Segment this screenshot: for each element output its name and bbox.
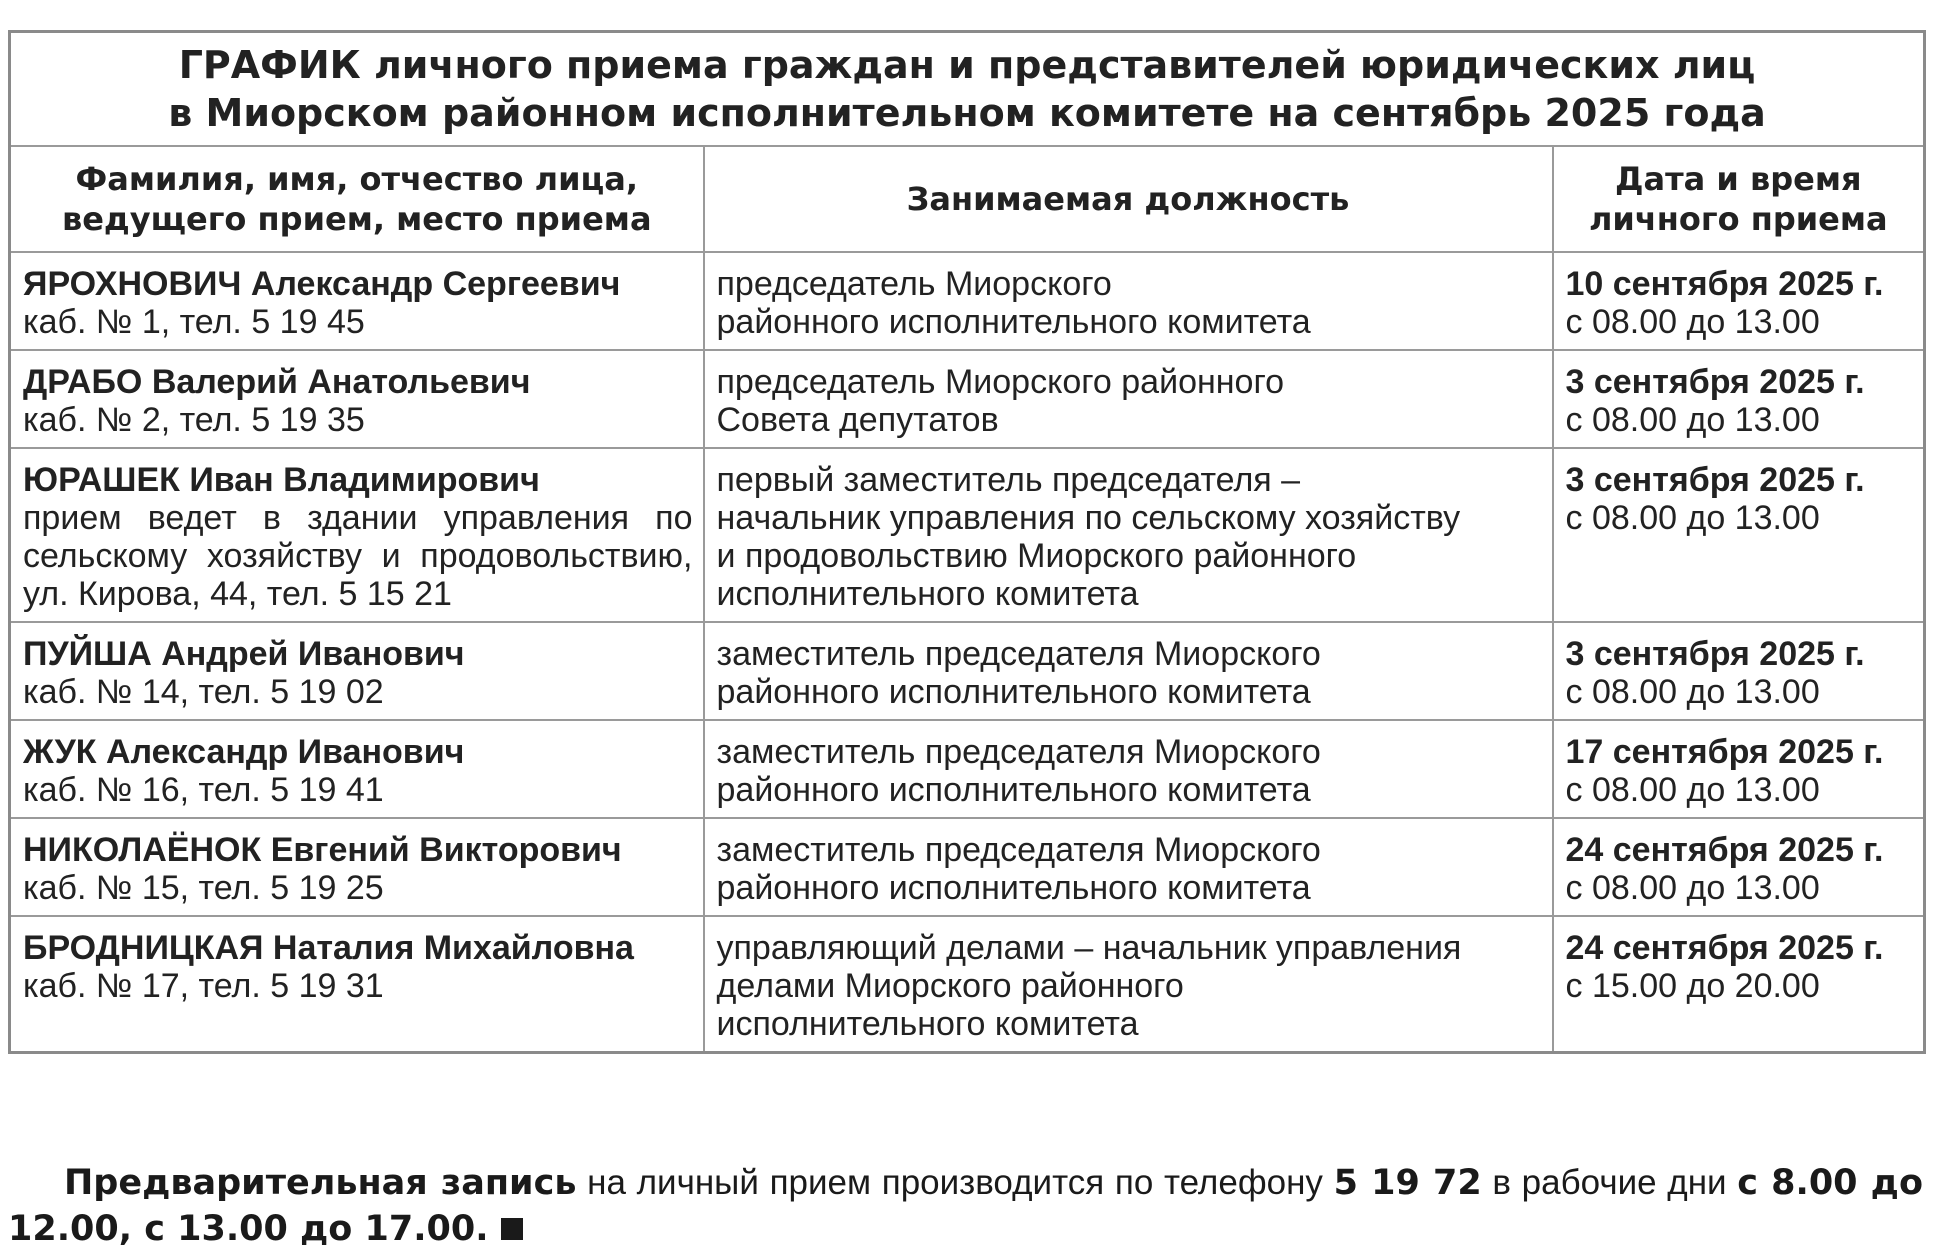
- official-surname: НИКОЛАЁНОК: [23, 831, 262, 869]
- footer-hours: с 8.00 до 12.00, с 13.00 до 17.00.: [8, 1163, 1923, 1249]
- official-given-name: Евгений Викторович: [270, 831, 622, 869]
- official-cell: [10, 818, 704, 916]
- official-cell: [10, 720, 704, 818]
- table-row: [10, 720, 1925, 818]
- reception-date: 3 сентября 2025 г.: [1565, 635, 1865, 673]
- schedule-sheet: [8, 30, 1923, 1054]
- header-datetime-line-2: личного приема: [1588, 200, 1888, 238]
- position-line: районного исполнительного комитета: [716, 771, 1311, 809]
- position-line: исполнительного комитета: [716, 575, 1139, 613]
- datetime-cell: [1553, 720, 1925, 818]
- official-location: каб. № 16, тел. 5 19 41: [23, 771, 384, 809]
- table-row: [10, 916, 1925, 1053]
- datetime-cell: [1553, 916, 1925, 1053]
- footer-phone: 5 19 72: [1333, 1163, 1482, 1203]
- official-given-name: Александр Иванович: [105, 733, 465, 771]
- position-line: начальник управления по сельскому хозяйству: [716, 499, 1461, 537]
- header-name-line-1: Фамилия, имя, отчество лица,: [75, 160, 638, 198]
- position-cell: [704, 720, 1553, 818]
- position-cell: [704, 916, 1553, 1053]
- position-cell: [704, 350, 1553, 448]
- official-location: каб. № 2, тел. 5 19 35: [23, 401, 365, 439]
- position-cell: [704, 252, 1553, 350]
- official-location: каб. № 1, тел. 5 19 45: [23, 303, 365, 341]
- position-cell: [704, 622, 1553, 720]
- header-row: [10, 146, 1925, 252]
- footer-mid: на личный прием производится по телефону: [576, 1163, 1334, 1202]
- official-location: каб. № 15, тел. 5 19 25: [23, 869, 384, 907]
- table-row: [10, 622, 1925, 720]
- reception-time: с 08.00 до 13.00: [1565, 771, 1820, 809]
- position-line: Совета депутатов: [716, 401, 999, 439]
- position-line: заместитель председателя Миорского: [716, 831, 1321, 869]
- title-row: [10, 32, 1925, 147]
- reception-time: с 15.00 до 20.00: [1565, 967, 1820, 1005]
- position-line: делами Миорского районного: [716, 967, 1184, 1005]
- position-line: исполнительного комитета: [716, 1005, 1139, 1043]
- reception-date: 3 сентября 2025 г.: [1565, 461, 1865, 499]
- official-given-name: Андрей Иванович: [161, 635, 465, 673]
- reception-time: с 08.00 до 13.00: [1565, 673, 1820, 711]
- position-line: и продовольствию Миорского районного: [716, 537, 1357, 575]
- official-cell: [10, 252, 704, 350]
- reception-date: 3 сентября 2025 г.: [1565, 363, 1865, 401]
- position-line: районного исполнительного комитета: [716, 869, 1311, 907]
- official-cell: [10, 350, 704, 448]
- position-line: первый заместитель председателя –: [716, 461, 1301, 499]
- footer-paragraph: [8, 1160, 1923, 1252]
- column-header-position: [704, 146, 1553, 252]
- datetime-cell: [1553, 350, 1925, 448]
- table-row: [10, 252, 1925, 350]
- reception-time: с 08.00 до 13.00: [1565, 303, 1820, 341]
- position-line: районного исполнительного комитета: [716, 673, 1311, 711]
- official-surname: БРОДНИЦКАЯ: [23, 929, 264, 967]
- footer-note: [8, 1160, 1923, 1252]
- official-given-name: Иван Владимирович: [189, 461, 540, 499]
- header-name-line-2: ведущего прием, место приема: [61, 200, 652, 238]
- footer-lead: Предварительная запись: [64, 1163, 577, 1203]
- reception-time: с 08.00 до 13.00: [1565, 401, 1820, 439]
- official-location: прием ведет в здании управления по сельскому хозяйству и продовольствию, ул. Кирова, 44, тел. 5 15 21: [23, 499, 693, 613]
- position-line: председатель Миорского районного: [716, 363, 1285, 401]
- official-given-name: Валерий Анатольевич: [151, 363, 531, 401]
- position-line: районного исполнительного комитета: [716, 303, 1311, 341]
- column-header-datetime: [1553, 146, 1925, 252]
- end-square-mark: [501, 1218, 523, 1240]
- official-cell: [10, 916, 704, 1053]
- datetime-cell: [1553, 448, 1925, 622]
- position-cell: [704, 448, 1553, 622]
- official-surname: ПУЙША: [23, 635, 152, 673]
- official-cell: [10, 448, 704, 622]
- title-line-1: ГРАФИК личного приема граждан и представителей юридических лиц: [178, 43, 1756, 87]
- table-row: [10, 350, 1925, 448]
- datetime-cell: [1553, 818, 1925, 916]
- official-surname: ДРАБО: [23, 363, 143, 401]
- header-datetime-line-1: Дата и время: [1615, 160, 1862, 198]
- position-line: заместитель председателя Миорского: [716, 635, 1321, 673]
- title-line-2: в Миорском районном исполнительном комитете на сентябрь 2025 года: [168, 91, 1766, 135]
- official-location: каб. № 17, тел. 5 19 31: [23, 967, 384, 1005]
- footer-tail: в рабочие дни: [1481, 1163, 1738, 1202]
- position-cell: [704, 818, 1553, 916]
- position-line: председатель Миорского: [716, 265, 1112, 303]
- reception-date: 24 сентября 2025 г.: [1565, 831, 1884, 869]
- header-position-text: Занимаемая должность: [906, 180, 1350, 218]
- column-header-name: [10, 146, 704, 252]
- table-row: [10, 818, 1925, 916]
- reception-date: 17 сентября 2025 г.: [1565, 733, 1884, 771]
- datetime-cell: [1553, 622, 1925, 720]
- official-surname: ЯРОХНОВИЧ: [23, 265, 242, 303]
- reception-date: 24 сентября 2025 г.: [1565, 929, 1884, 967]
- official-surname: ЖУК: [23, 733, 97, 771]
- table-row: [10, 448, 1925, 622]
- datetime-cell: [1553, 252, 1925, 350]
- reception-time: с 08.00 до 13.00: [1565, 499, 1820, 537]
- reception-date: 10 сентября 2025 г.: [1565, 265, 1884, 303]
- position-line: заместитель председателя Миорского: [716, 733, 1321, 771]
- official-given-name: Александр Сергеевич: [250, 265, 621, 303]
- official-given-name: Наталия Михайловна: [272, 929, 634, 967]
- schedule-rows: [10, 252, 1925, 1053]
- position-line: управляющий делами – начальник управления: [716, 929, 1462, 967]
- official-location: каб. № 14, тел. 5 19 02: [23, 673, 384, 711]
- schedule-table: [8, 30, 1926, 1054]
- reception-time: с 08.00 до 13.00: [1565, 869, 1820, 907]
- official-surname: ЮРАШЕК: [23, 461, 180, 499]
- page-title: [10, 32, 1925, 147]
- official-cell: [10, 622, 704, 720]
